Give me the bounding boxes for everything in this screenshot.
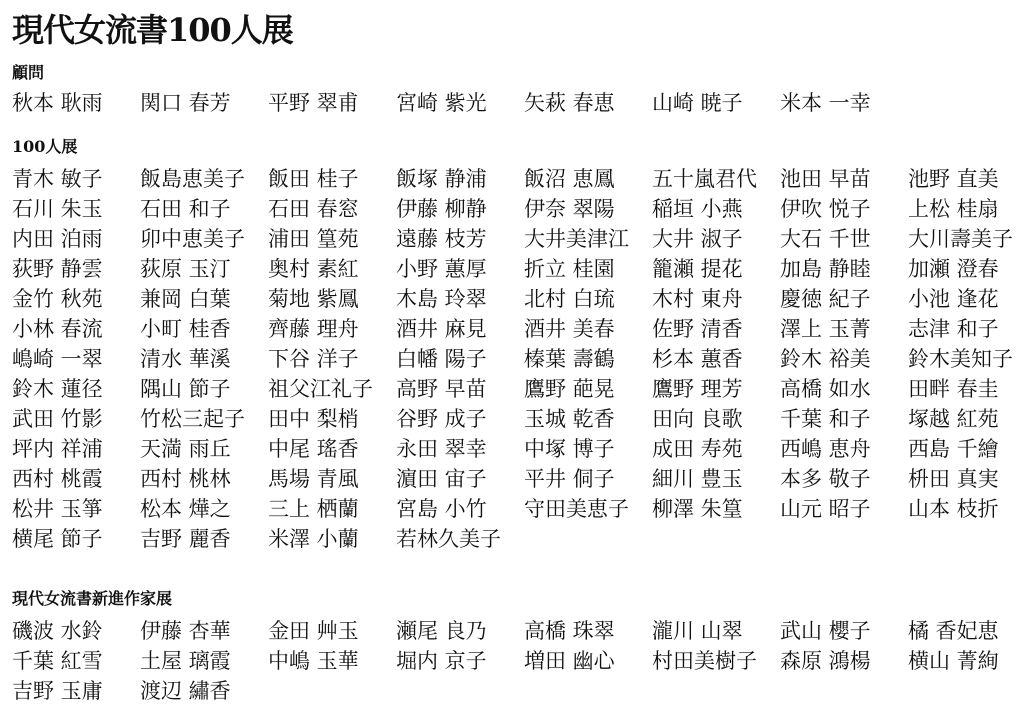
artist-name: 池田 早苗 [780, 167, 871, 191]
artist-name: 池野 直美 [908, 167, 999, 191]
artist-name: 西島 千繪 [908, 437, 999, 461]
artist-name: 馬場 青風 [268, 467, 359, 491]
artist-name: 伊藤 柳静 [396, 197, 487, 221]
artist-name: 田中 梨梢 [268, 407, 359, 431]
artist-name: 渡辺 繡香 [140, 679, 231, 703]
artist-name: 細川 豊玉 [652, 467, 743, 491]
artist-name: 成田 寿苑 [652, 437, 743, 461]
artist-name: 小町 桂香 [140, 317, 231, 341]
artist-name: 米本 一幸 [780, 91, 871, 115]
artist-name: 飯塚 静浦 [396, 167, 487, 191]
artist-name: 内田 泊雨 [12, 227, 103, 251]
artist-name: 西嶋 恵舟 [780, 437, 871, 461]
artist-name: 宮島 小竹 [396, 497, 487, 521]
artist-name: 守田美恵子 [524, 497, 629, 521]
artist-name: 坪内 祥浦 [12, 437, 103, 461]
artist-name: 浦田 篁苑 [268, 227, 359, 251]
artist-name: 矢萩 春恵 [524, 91, 615, 115]
artist-name: 吉野 玉庸 [12, 679, 103, 703]
artist-name: 伊奈 翠陽 [524, 197, 615, 221]
artist-name: 伊吹 悦子 [780, 197, 871, 221]
artist-name: 加瀬 澄春 [908, 257, 999, 281]
artist-name: 玉城 乾香 [524, 407, 615, 431]
artist-name: 加島 静睦 [780, 257, 871, 281]
artist-name: 大川壽美子 [908, 227, 1013, 251]
artist-name: 飯沼 恵鳳 [524, 167, 615, 191]
artist-name: 鈴木美知子 [908, 347, 1013, 371]
artist-name: 遠藤 枝芳 [396, 227, 487, 251]
artist-name: 永田 翠幸 [396, 437, 487, 461]
artist-name: 関口 春芳 [140, 91, 231, 115]
artist-name: 卯中恵美子 [140, 227, 245, 251]
artist-name: 石川 朱玉 [12, 197, 103, 221]
artist-name: 竹松三起子 [140, 407, 245, 431]
artist-name: 白幡 陽子 [396, 347, 487, 371]
artist-name: 酒井 麻見 [396, 317, 487, 341]
artist-name: 奥村 素紅 [268, 257, 359, 281]
artist-name: 菊地 紫鳳 [268, 287, 359, 311]
artist-name: 荻野 静雲 [12, 257, 103, 281]
artist-name: 枡田 真実 [908, 467, 999, 491]
artist-name: 武田 竹影 [12, 407, 103, 431]
artist-name: 伊藤 杏華 [140, 619, 231, 643]
artist-name: 北村 白琉 [524, 287, 615, 311]
artist-name: 石田 春窓 [268, 197, 359, 221]
artist-name: 田向 良歌 [652, 407, 743, 431]
artist-name: 吉野 麗香 [140, 527, 231, 551]
artist-name: 田畔 春圭 [908, 377, 999, 401]
artist-name: 澤上 玉菁 [780, 317, 871, 341]
artist-name: 祖父江礼子 [268, 377, 373, 401]
artist-name: 米澤 小蘭 [268, 527, 359, 551]
artist-name: 佐野 清香 [652, 317, 743, 341]
artist-name: 森原 鴻楊 [780, 649, 871, 673]
artist-name: 平井 侗子 [524, 467, 615, 491]
artist-name: 五十嵐君代 [652, 167, 757, 191]
artist-name: 土屋 璃霞 [140, 649, 231, 673]
artist-name: 瀬尾 良乃 [396, 619, 487, 643]
artist-name: 瀧川 山翠 [652, 619, 743, 643]
artist-name: 大井美津江 [524, 227, 629, 251]
artist-name: 大石 千世 [780, 227, 871, 251]
artist-name: 若林久美子 [396, 527, 501, 551]
artist-name: 石田 和子 [140, 197, 231, 221]
artist-name: 本多 敬子 [780, 467, 871, 491]
artist-name: 隅山 節子 [140, 377, 231, 401]
artist-name: 橘 香妃恵 [908, 619, 999, 643]
section-heading-advisors: 顧問 [12, 63, 45, 82]
artist-name: 大井 淑子 [652, 227, 743, 251]
artist-name: 籠瀬 提花 [652, 257, 743, 281]
artist-name: 酒井 美春 [524, 317, 615, 341]
artist-name: 高野 早苗 [396, 377, 487, 401]
artist-name: 榛葉 壽鶴 [524, 347, 615, 371]
artist-name: 宮崎 紫光 [396, 91, 487, 115]
artist-name: 松本 燁之 [140, 497, 231, 521]
artist-name: 下谷 洋子 [268, 347, 359, 371]
artist-name: 荻原 玉汀 [140, 257, 231, 281]
artist-name: 横山 菁絢 [908, 649, 999, 673]
artist-name: 濵田 宙子 [396, 467, 487, 491]
artist-name: 飯田 桂子 [268, 167, 359, 191]
artist-name: 村田美樹子 [652, 649, 757, 673]
artist-name: 高橋 如水 [780, 377, 871, 401]
artist-name: 千葉 和子 [780, 407, 871, 431]
artist-name: 小池 逢花 [908, 287, 999, 311]
artist-name: 鈴木 裕美 [780, 347, 871, 371]
artist-name: 塚越 紅苑 [908, 407, 999, 431]
artist-name: 金田 艸玉 [268, 619, 359, 643]
artist-name: 木島 玲翠 [396, 287, 487, 311]
artist-name: 松井 玉箏 [12, 497, 103, 521]
artist-name: 中嶋 玉華 [268, 649, 359, 673]
section-heading-hundred: 100人展 [12, 137, 78, 156]
artist-name: 清水 華溪 [140, 347, 231, 371]
artist-name: 高橋 珠翠 [524, 619, 615, 643]
artist-name: 杉本 蕙香 [652, 347, 743, 371]
artist-name: 上松 桂扇 [908, 197, 999, 221]
artist-name: 中尾 瑤香 [268, 437, 359, 461]
artist-name: 嶋崎 一翠 [12, 347, 103, 371]
artist-name: 谷野 成子 [396, 407, 487, 431]
artist-name: 稲垣 小燕 [652, 197, 743, 221]
artist-name: 増田 幽心 [524, 649, 615, 673]
section-heading-newcomers: 現代女流書新進作家展 [12, 589, 173, 608]
artist-name: 折立 桂園 [524, 257, 615, 281]
artist-name: 西村 桃霞 [12, 467, 103, 491]
newcomers-name-grid [12, 616, 1024, 706]
artist-name: 鷹野 理芳 [652, 377, 743, 401]
artist-name: 木村 東舟 [652, 287, 743, 311]
hundred-name-grid [12, 164, 1024, 554]
artist-name: 鷹野 葩晃 [524, 377, 615, 401]
artist-name: 横尾 節子 [12, 527, 103, 551]
artist-name: 金竹 秋苑 [12, 287, 103, 311]
artist-name: 平野 翠甫 [268, 91, 359, 115]
advisors-name-grid [12, 88, 1024, 118]
artist-name: 青木 敏子 [12, 167, 103, 191]
artist-name: 山本 枝折 [908, 497, 999, 521]
artist-name: 慶徳 紀子 [780, 287, 871, 311]
artist-name: 小野 蕙厚 [396, 257, 487, 281]
artist-name: 小林 春流 [12, 317, 103, 341]
artist-name: 秋本 耿雨 [12, 91, 103, 115]
artist-name: 山元 昭子 [780, 497, 871, 521]
artist-name: 西村 桃林 [140, 467, 231, 491]
artist-name: 千葉 紅雪 [12, 649, 103, 673]
artist-name: 兼岡 白葉 [140, 287, 231, 311]
artist-name: 三上 栖蘭 [268, 497, 359, 521]
artist-name: 天満 雨丘 [140, 437, 231, 461]
artist-name: 磯波 水鈴 [12, 619, 103, 643]
artist-name: 飯島恵美子 [140, 167, 245, 191]
artist-name: 志津 和子 [908, 317, 999, 341]
artist-name: 堀内 京子 [396, 649, 487, 673]
artist-name: 鈴木 蓮径 [12, 377, 103, 401]
artist-name: 柳澤 朱篁 [652, 497, 743, 521]
artist-name: 武山 櫻子 [780, 619, 871, 643]
artist-name: 齊藤 理舟 [268, 317, 359, 341]
artist-name: 中塚 博子 [524, 437, 615, 461]
page-title: 現代女流書100人展 [12, 11, 293, 49]
artist-name: 山崎 暁子 [652, 91, 743, 115]
